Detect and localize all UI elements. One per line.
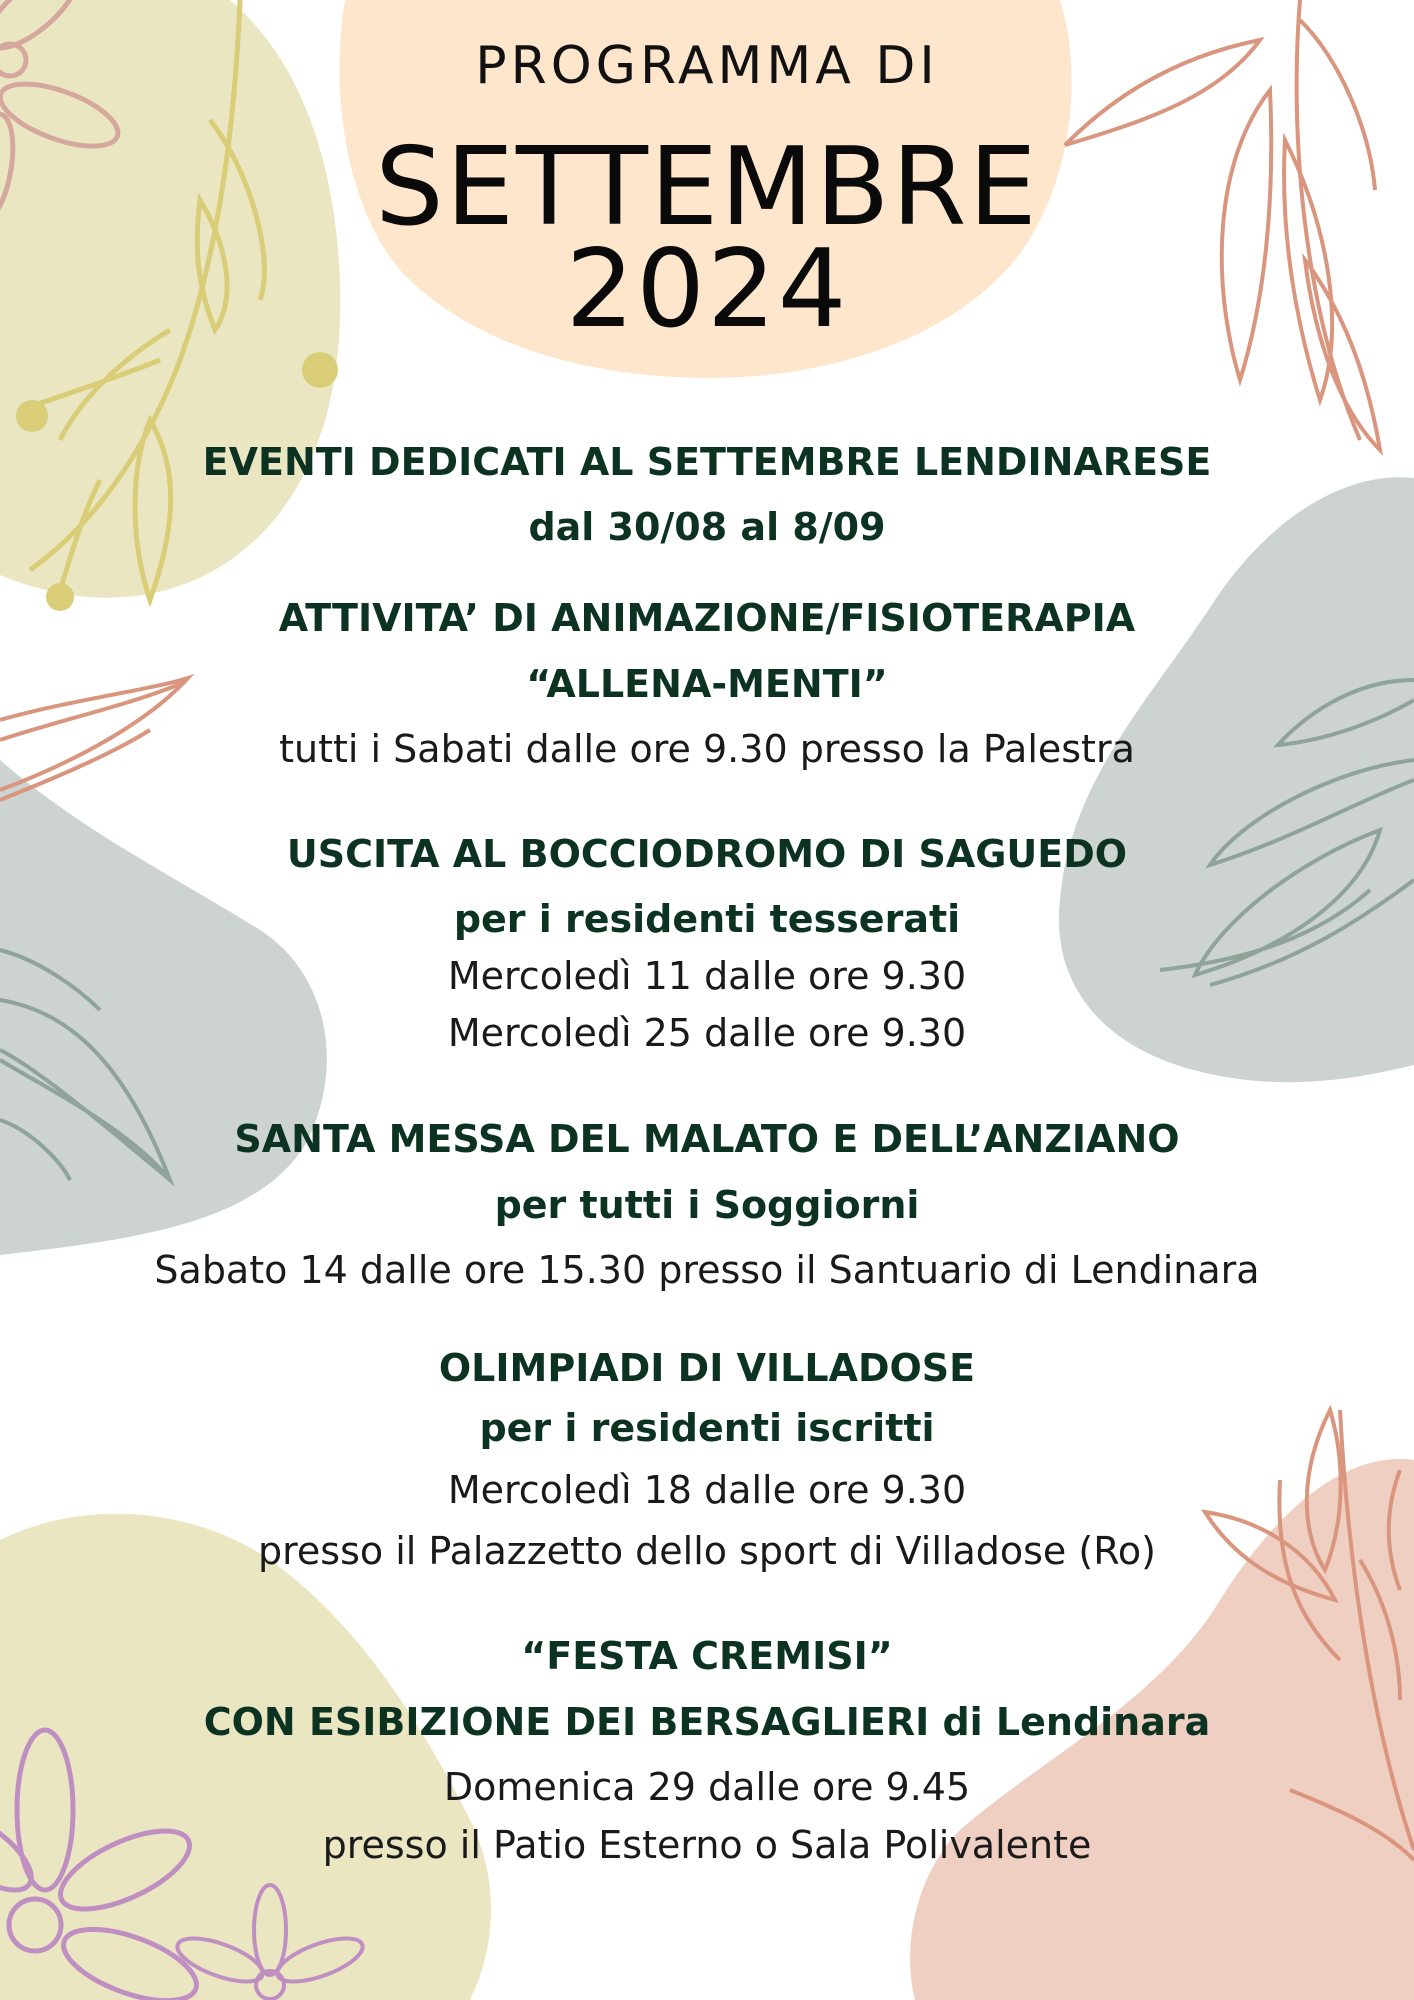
- event-olimpiadi-audience: per i residenti iscritti: [479, 1406, 935, 1450]
- event-festa-subtitle: CON ESIBIZIONE DEI BERSAGLIERI di Lendinara: [203, 1700, 1211, 1744]
- event-messa-title: SANTA MESSA DEL MALATO E DELL’ANZIANO: [234, 1117, 1180, 1161]
- event-olimpiadi-place: presso il Palazzetto dello sport di Villadose (Ro): [258, 1529, 1156, 1573]
- event-messa-detail: Sabato 14 dalle ore 15.30 presso il Santuario di Lendinara: [154, 1248, 1260, 1292]
- event-festa-place: presso il Patio Esterno o Sala Polivalente: [322, 1823, 1092, 1867]
- event-festa-title: “FESTA CREMISI”: [521, 1634, 893, 1678]
- event-bocciodromo-date-2: Mercoledì 25 dalle ore 9.30: [447, 1011, 967, 1055]
- title-prefix: PROGRAMMA DI: [475, 36, 939, 96]
- intro-title: EVENTI DEDICATI AL SETTEMBRE LENDINARESE: [202, 440, 1212, 484]
- event-animazione-detail: tutti i Sabati dalle ore 9.30 presso la Palestra: [279, 727, 1135, 771]
- event-bocciodromo-date-1: Mercoledì 11 dalle ore 9.30: [447, 954, 967, 998]
- event-bocciodromo-audience: per i residenti tesserati: [453, 897, 961, 941]
- event-olimpiadi-title: OLIMPIADI DI VILLADOSE: [438, 1346, 976, 1390]
- event-messa-audience: per tutti i Soggiorni: [494, 1183, 920, 1227]
- intro-dates: dal 30/08 al 8/09: [528, 505, 886, 549]
- event-animazione-name: “ALLENA-MENTI”: [526, 662, 888, 706]
- event-animazione-title: ATTIVITA’ DI ANIMAZIONE/FISIOTERAPIA: [278, 596, 1136, 640]
- event-bocciodromo-title: USCITA AL BOCCIODROMO DI SAGUEDO: [286, 832, 1128, 876]
- title-month: SETTEMBRE: [375, 125, 1039, 250]
- title-year: 2024: [565, 227, 849, 352]
- event-festa-date: Domenica 29 dalle ore 9.45: [443, 1765, 971, 1809]
- event-olimpiadi-date: Mercoledì 18 dalle ore 9.30: [447, 1468, 967, 1512]
